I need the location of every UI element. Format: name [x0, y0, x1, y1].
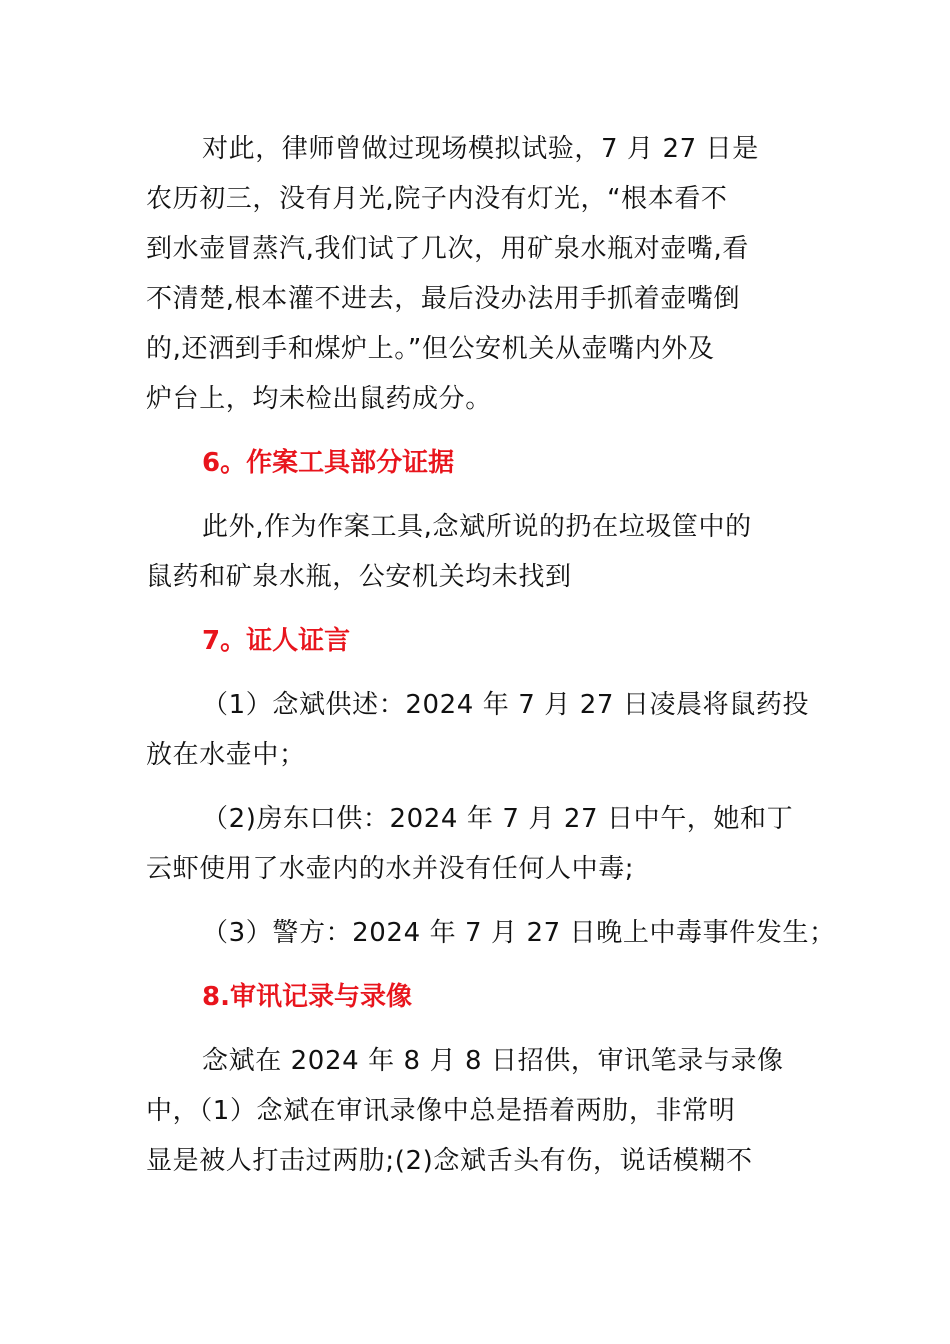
text-line: 念斌在 2024 年 8 月 8 日招供，审讯笔录与录像	[202, 1046, 784, 1076]
text-line: 显是被人打击过两肋;(2)念斌舌头有伤，说话模糊不	[146, 1146, 753, 1176]
document-page	[146, 124, 836, 1186]
text-line: （2)房东口供：2024 年 7 月 27 日中午，她和丁	[202, 804, 794, 834]
text-line: 放在水壶中；	[146, 740, 306, 770]
section-heading-7: 7。证人证言	[202, 626, 351, 656]
text-line: 农历初三，没有月光,院子内没有灯光，“根本看不	[146, 184, 728, 214]
text-line: 云虾使用了水壶内的水并没有任何人中毒;	[146, 854, 635, 884]
section-heading-8: 8.审讯记录与录像	[202, 982, 412, 1012]
text-line: 不清楚,根本灌不进去，最后没办法用手抓着壶嘴倒	[146, 284, 741, 314]
text-line: 炉台上，均未检出鼠药成分。	[146, 384, 492, 414]
text-line: 的,还洒到手和煤炉上。”但公安机关从壶嘴内外及	[146, 334, 715, 364]
paragraph-testimony-3	[146, 908, 836, 958]
text-line: 对此，律师曾做过现场模拟试验，7 月 27 日是	[202, 134, 759, 164]
text-line: （1）念斌供述：2024 年 7 月 27 日凌晨将鼠药投	[202, 690, 810, 720]
text-line: 到水壶冒蒸汽,我们试了几次，用矿泉水瓶对壶嘴,看	[146, 234, 749, 264]
paragraph-interrogation	[146, 1036, 810, 1186]
paragraph-tools	[146, 502, 810, 602]
section-heading-6: 6。作案工具部分证据	[202, 448, 455, 478]
text-line: 此外,作为作案工具,念斌所说的扔在垃圾筐中的	[202, 512, 752, 542]
paragraph-experiment	[146, 124, 810, 424]
text-line: 鼠药和矿泉水瓶，公安机关均未找到	[146, 562, 572, 592]
paragraph-testimony-2	[146, 794, 810, 894]
text-line: 中，（1）念斌在审讯录像中总是捂着两肋，非常明	[146, 1096, 736, 1126]
paragraph-testimony-1	[146, 680, 810, 780]
text-line: （3）警方：2024 年 7 月 27 日晚上中毒事件发生；	[202, 918, 836, 948]
